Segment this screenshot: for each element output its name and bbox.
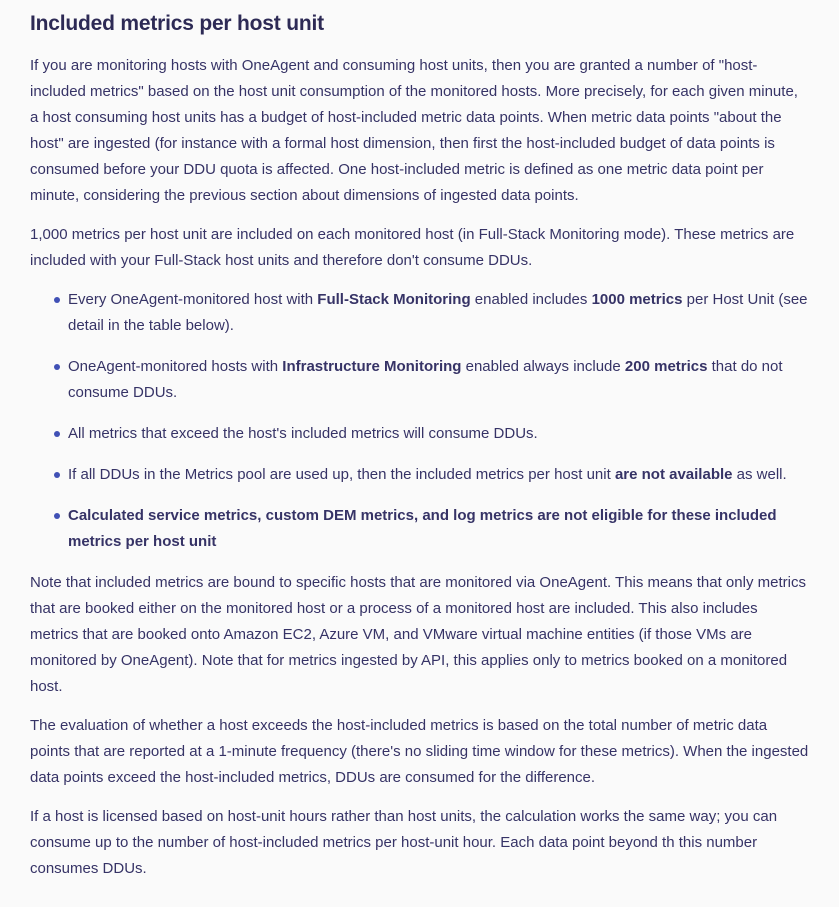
list-item-text-bold: 1000 metrics (591, 291, 683, 308)
note-paragraph: Note that included metrics are bound to specific hosts that are monitored via OneAgent. This means that only metrics that are booked either on the monitored host or a process of a monitored host are included. This also includes metrics that are booked onto Amazon EC2, Azure VM, and VMware virtual machine entities (if those VMs are monitored by OneAgent). Note that for metrics ingested by API, this applies only to metrics booked on a monitored host. (30, 574, 806, 695)
included-metrics-paragraph: 1,000 metrics per host unit are included on each monitored host (in Full-Stack Monitoring mode). These metrics are included with your Full-Stack host units and therefore don't consume DDUs. (30, 226, 795, 269)
list-item-text: that do not consume DDUs. (68, 358, 783, 401)
list-item-text: If all DDUs in the Metrics pool are used up, then the included metrics per host unit (68, 466, 615, 483)
list-item-text-bold: Full-Stack Monitoring (317, 291, 471, 308)
list-item-text-bold: Infrastructure Monitoring (282, 358, 462, 375)
list-item-text: OneAgent-monitored hosts with (68, 358, 283, 375)
list-item-text: enabled includes (470, 291, 592, 308)
list-item (68, 421, 810, 447)
list-item-text: as well. (732, 466, 787, 483)
list-item-text: per Host Unit (see detail in the table below). (68, 291, 808, 334)
list-item-text-bold: 200 metrics (624, 358, 708, 375)
list-item (68, 354, 810, 406)
list-item (68, 287, 810, 339)
intro-paragraph: If you are monitoring hosts with OneAgent and consuming host units, then you are granted a number of "host-included metrics" based on the host unit consumption of the monitored hosts. More precisely, for each given minute, a host consuming host units has a budget of host-included metric data points. When metric data points "about the host" are ingested (for instance with a formal host dimension, then first the host-included budget of data points is consumed before your DDU quota is affected. One host-included metric is defined as one metric data point per minute, considering the previous section about dimensions of ingested data points. (30, 57, 798, 204)
evaluation-paragraph: The evaluation of whether a host exceeds the host-included metrics is based on the total number of metric data points that are reported at a 1-minute frequency (there's no sliding time window for these metrics). When the ingested data points exceed the host-included metrics, DDUs are consumed for the difference. (30, 717, 809, 786)
list-item-text-bold: are not available (614, 466, 733, 483)
list-item (68, 462, 810, 488)
list-item-text: Every OneAgent-monitored host with (68, 291, 318, 308)
list-item-text: enabled always include (461, 358, 625, 375)
page-title: Included metrics per host unit (30, 12, 324, 35)
host-unit-hours-paragraph: If a host is licensed based on host-unit hours rather than host units, the calculation works the same way; you can consume up to the number of host-included metrics per host-unit hour. Each data point beyond th this number consumes DDUs. (30, 808, 778, 877)
included-metrics-bullet-list (30, 287, 810, 555)
list-item-text-bold: Calculated service metrics, custom DEM metrics, and log metrics are not eligible for these included metrics per host unit (68, 507, 777, 550)
list-item-text: All metrics that exceed the host's included metrics will consume DDUs. (68, 425, 538, 442)
list-item (68, 503, 810, 555)
